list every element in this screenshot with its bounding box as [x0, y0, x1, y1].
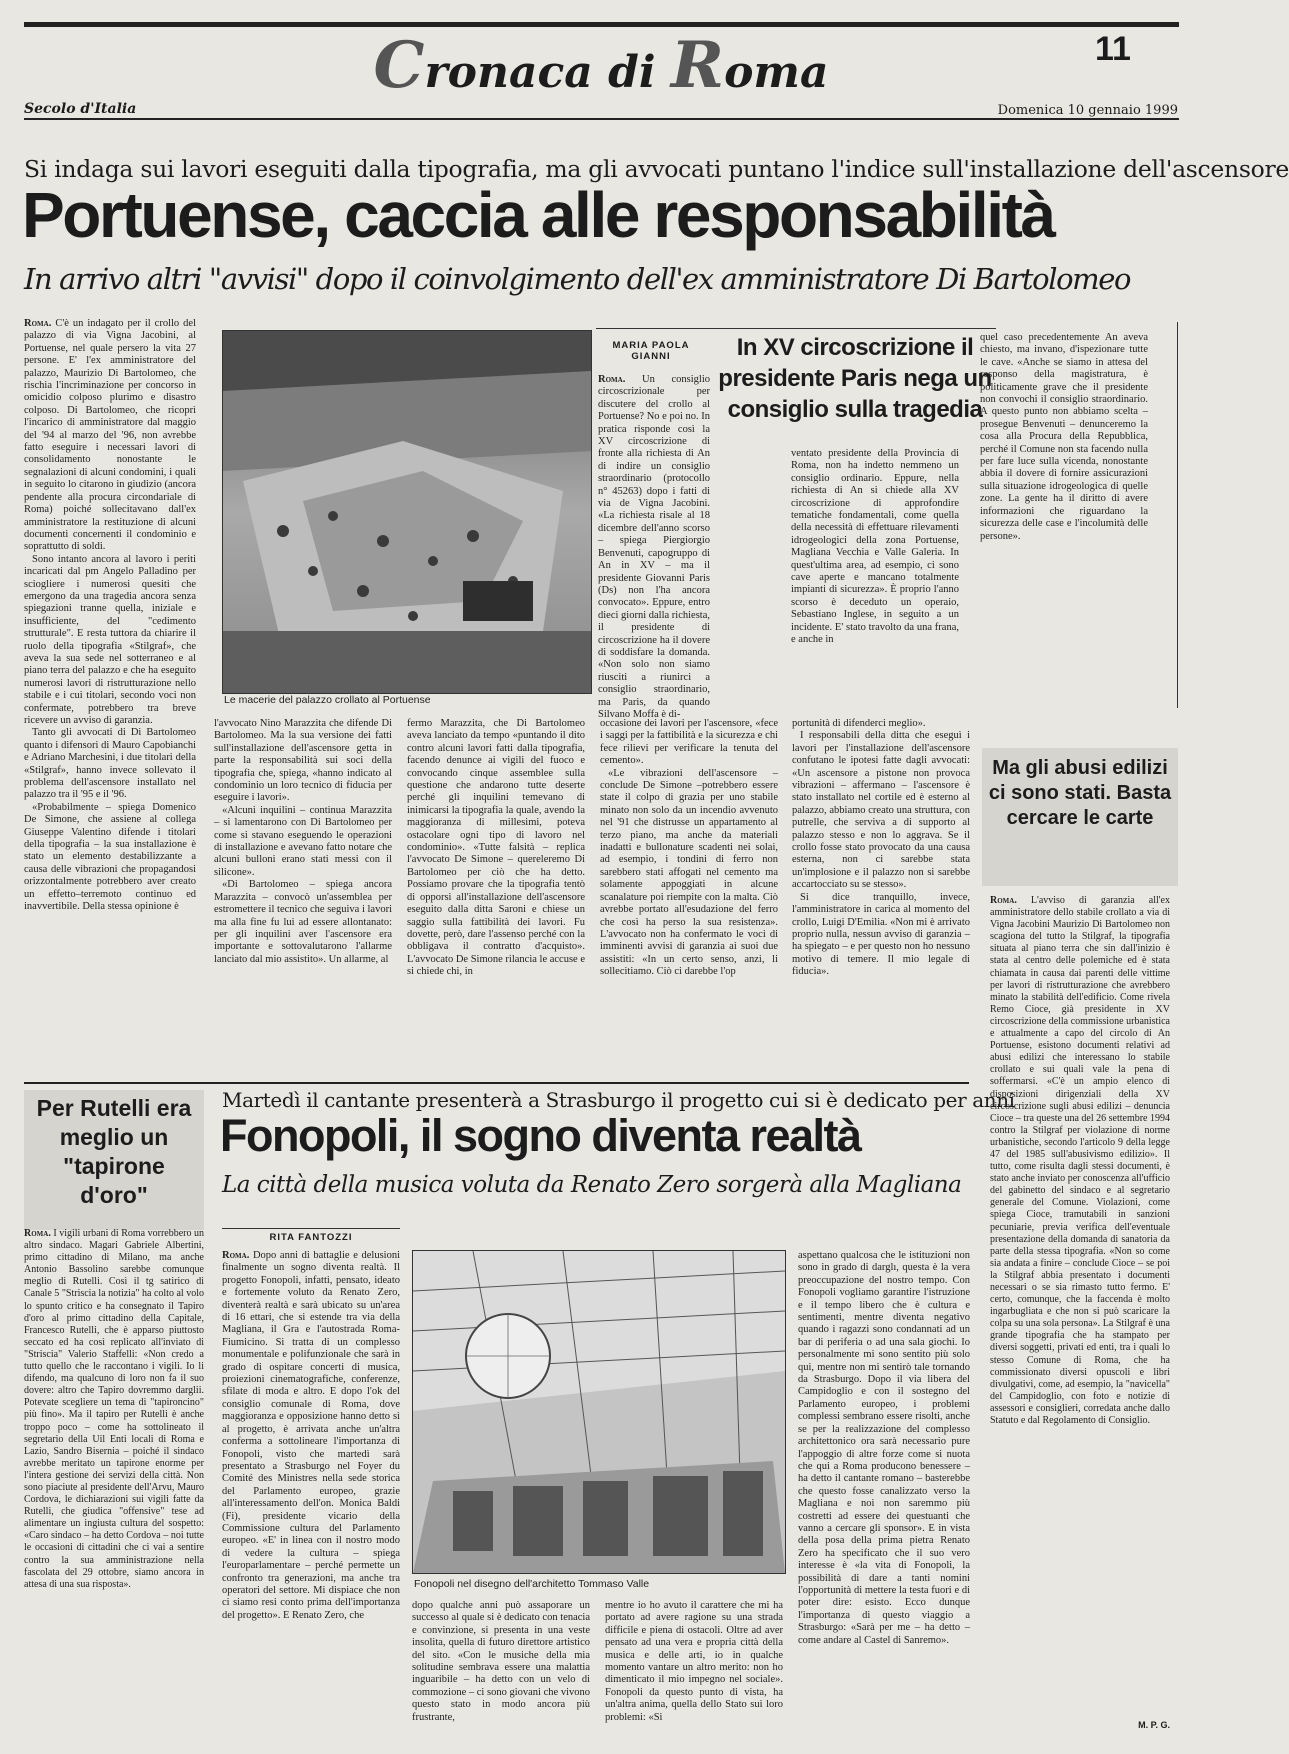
- circ-headline: In XV circoscrizione il presidente Paris nega un consiglio sulla tragedia: [718, 334, 992, 423]
- rutelli-headline: Per Rutelli era meglio un "tapirone d'oro": [36, 1095, 192, 1208]
- circ-byline: MARIA PAOLA GIANNI: [612, 340, 690, 362]
- circ-top-rule: [596, 328, 996, 329]
- rubble-image: [223, 331, 591, 693]
- circ-col-1: Roma. Un consiglio circoscrizionale per discutere del crollo al Portuense? No e poi no. In pratica risponde così la XV circoscrizione di fronte alla richiesta di An di indire un consiglio straordinario (protocollo n° 45263) dopo i fatti di via de Vigna Jacobini. «La richiesta risale al 18 dicembre dell'anno scorso – spiega Piergiorgio Benvenuti, capogruppo di An in XV – ma il presidente Giovanni Paris (Ds) non l'ha ancora convocato». Eppure, entro dieci giorni dalla richiesta, il presidente di circoscrizione ha il dovere di soddisfare la domanda. «Non solo non siamo riusciti a riunirci a consiglio straordinario, ma Paris, da quando Silvano Moffa è di-: [598, 374, 710, 720]
- fonopoli-col-3: mentre io ho avuto il carattere che mi ha portato ad avere ragione su una strada difficile e piena di ostacoli. Oltre ad aver pensato ad una vera e propria città della musica e delle arti, io in qualche momento vantare un altro merito: non ho dimenticato il mio impegno nel sociale». Fonopoli da questo punto di vista, ha un'altra anima, quella dello Stato sui loro problemi: «Si: [605, 1600, 783, 1723]
- page-number: 11: [1095, 30, 1131, 68]
- main-story-col-1: Roma. C'è un indagato per il crollo del palazzo di via Vigna Jacobini, al Portuense, nel quale persero la vita 27 persone. E' l'ex amministratore del palazzo, Maurizio Di Bartolomeo, che rischia l'incriminazione per concorso in omicidio colposo plurimo e disastro colposo. Di Bartolomeo, che ricoprì l'incarico di amministratore dal maggio del '94 al marzo del '96, non avrebbe fatto eseguire i necessari lavori di consolidamento nonostante le segnalazioni di alcuni condomini, i quali in seguito lo citarono in giudizio (ancora pendente alla procura circondariale di Roma) poiché sollecitavano dall'ex amministratore la restituzione di alcuni documenti concernenti il condominio e soprattutto di soldi. Sono intanto ancora al lavoro i periti incaricati dal pm Angelo Palladino per sciogliere i numerosi quesiti che emergono da una tragedia ancora senza spiegazioni tranne quella, iniziale e insufficiente, del "cedimento strutturale". E resta tuttora da chiarire il ruolo della tipografia «Stilgraf», che aveva la sua sede nel sotterraneo e al piano terra del palazzo e che ha eseguito numerosi lavori di ristrutturazione nello stabile e i cui titolari, secondo voci non confermate, potrebbero tra breve ricevere un avviso di garanzia. Tanto gli avvocati di Di Bartolomeo quanto i difensori di Mauro Capobianchi e Adriano Marchesini, i due titolari della «Stilgraf», hanno invece sollevato il problema dell'ascensore installato nel palazzo tra il '95 e il '96. «Probabilmente – spiega Domenico De Simone, che assiene al collega Giuseppe Valentino difende i titolari della tipografia – la sua installazione è stato un elemento destabilizzante a causa delle vibrazioni che propagandosi orizzontalmente potrebbero aver creato un effetto–terremoto continuo ed inavvertibile. Della stessa opinione è: [24, 318, 196, 913]
- circ-col-3: quel caso precedentemente An aveva chiesto, ma invano, d'ispezionare tutte le cave. «Anche se siamo in attesa del responso della magistratura, è politicamente grave che il presidente non convochi il consiglio straordinario. A questo punto non abbiamo scelta – prosegue Benvenuti – denunceremo la cosa alla Procura della Repubblica, perché il Comune non sta facendo nulla per fare luce sulla vicenda, nonostante abbia il dovere di fornire assicurazioni sulla situazione idrogeologica di quelle zone. La gente ha il diritto di avere informazioni che riguardano la sicurezza delle case e l'incolumità delle persone».: [980, 332, 1148, 542]
- issue-date: Domenica 10 gennaio 1999: [997, 103, 1178, 118]
- main-story-col-2: l'avvocato Nino Marazzita che difende Di Bartolomeo. Ma la sua versione dei fatti sull'installazione dell'ascensore getta in parte la responsabilità sui soci della tipografia che, spiega, «hanno indicato al condominio un loro tecnico di fiducia per eseguire i lavori». «Alcuni inquilini – continua Marazzita – si lamentarono con Di Bartolomeo per come si stavano eseguendo le operazioni di installazione e avevano fatto notare che alcuni bulloni erano stati messi con il silicone». «Di Bartolomeo – spiega ancora Marazzita – convocò un'assemblea per estromettere il tecnico che seguiva i lavori ma alla fine fu lui ad essere allontanato: per gli inquilini aver l'ascensore era importante e sottovalutarono l'allarme lanciato dal mio assistito». Un allarme, al: [214, 718, 392, 965]
- collapse-photo: [222, 330, 592, 694]
- top-rule: [24, 22, 1179, 27]
- lower-section-rule: [24, 1082, 969, 1084]
- photo1-caption: Le macerie del palazzo crollato al Portuense: [224, 694, 431, 706]
- abusi-body: Roma. L'avviso di garanzia all'ex amministratore dello stabile crollato a via di Vigna Jacobini Maurizio Di Bartolomeo non scagiona del tutto la Stilgraf, la tipografia situata al piano terra che sin dall'inizio è stata al centro delle polemiche ed è stata chiamata in causa dai parenti delle vittime per lavori di ristrutturazione che avrebbero minato la stabilità dell'edificio. Come rivela Remo Cioce, già presidente in XV circoscrizione della commissione urbanistica e attualmente a capo del circolo di An Portuense, esistono documenti relativi ad abusi edilizi che interessano lo stabile crollato e sui quali vale la pena di soffermarsi. «C'è un ampio elenco di disposizioni dirigenziali della XV circoscrizione sugli abusi edilizi – denuncia Cioce – tra queste una del 26 settembre 1994 contro la Stilgraf per violazione di norme urbanistiche, secondo l'articolo 9 della legge 47 del 1985 sull'abusivismo edilizio». Il tutto, come risulta dagli stessi documenti, è stato anche inviato per conoscenza all'ufficio del gabinetto del sindaco e al segretario generale del Comune. Violazioni, come spiega Cioce, tramutabili in sanzioni pecuniarie, previa verifica dell'eventuale presentazione della domanda di sanatoria da parte della stessa tipografia. «Non so come sia andata a finire – conclude Cioce – se poi la Stilgraf abbia presentato i documenti necessari o se sia rimasto tutto fermo. E' certo, comunque, che la faccenda è molto ingarbugliata e che non si può scaricare la colpa su una sola persona». La Stilgraf è una grande tipografia che ha stampato per diversi soggetti, privati ed enti, tra i quali lo stesso Comune di Roma, che ha commissionato diversi opuscoli e libri divulgativi, come, ad esempio, la "navicella" del Campidoglio, con foto e notizie di assessori e consiglieri, corredata anche dallo Statuto e dal Regolamento di Consiglio.: [990, 895, 1170, 1427]
- fonopoli-col-2: dopo qualche anni può assaporare un successo al quale si è dedicato con tenacia e convinzione, si presenta in una veste insolita, quella di futuro direttore artistico del sito. «Con le musiche della mia solitudine sembrava essere una malattia inguaribile – ha detto con un velo di commozione – ci sono giovani che vivono questo stato in modo ancora più frustrante,: [412, 1600, 590, 1723]
- fonopoli-col-1: Roma. Dopo anni di battaglie e delusioni finalmente un sogno diventa realtà. Il progetto Fonopoli, infatti, pensato, ideato e fortemente voluto da Renato Zero, diventerà realtà e sarà ubicato su un'area di 16 ettari, che si estende tra via della Magliana, il Gra e l'autostrada Roma-Fiumicino. Si tratta di un complesso monumentale e polifunzionale che sarà in grado di ospitare concerti di musica, proiezioni cinematografiche, conferenze, sfilate di moda e altro. E dopo l'ok del consiglio comunale di Roma, dove maggioranza e opposizione hanno detto sì al progetto, è arrivata anche un'altra conferma a sottolineare l'importanza di Fonopoli, visto che martedì sarà presentato a Strasburgo nel Foyer du Comité des Ministres nella sede storica del Parlamento europeo, grazie all'interessamento dell'on. Monica Baldi (Fi), presidente vicario della Commissione cultura del Parlamento europeo. «E' in linea con il nostro modo di vedere la cultura – spiega l'europarlamentare – perché permette un confronto tra generazioni, ma anche tra operatori del settore. Mi dispiace che non ci siamo resi conto prima dell'importanza del progetto». E Renato Zero, che: [222, 1250, 401, 1621]
- fonopoli-col-4: aspettano qualcosa che le istituzioni non sono in grado di darglı, questa è la vera preoccupazione del nostro tempo. Con Fonopoli vogliamo garantire l'istruzione e il tempo libero che è cultura e sentimenti, mentre diventa negativo quando i ragazzi sono condannati ad un bar di periferia o ad una sala giochi. Io personalmente mi sono sentito più solo qui, mentre non mi sentirò tale tornando da Strasburgo. Dopo il via libera del Campidoglio e con il sostegno del Parlamento europeo, i problemi complessi sembrano essere risolti, anche se per la realizzazione del complesso architettonico ora sarà necessario pure l'appoggio di altre forze come si nuota che qui a Roma producono benessere – ha detto il cantante romano – basterebbe che questo fosse canalizzato verso la Magliana e noi non saremmo più costretti ad essere dei questuanti che vanno a cercare gli sponsor». E in vista della posa della prima pietra Renato Zero ha specificato che il suo vero interesse è «la vita di Fonopoli, la possibilità di dare a tanti nomini l'opportunità di mettere la testa fuori e di poter dire: esisto. Ecco dunque l'importanza di questo viaggio a Strasburgo: «Sarà per me – ha detto –come andare al Castel di Sanremo».: [798, 1250, 970, 1646]
- fonopoli-byline-rule: [222, 1228, 400, 1229]
- fonopoli-byline: RITA FANTOZZI: [269, 1232, 353, 1243]
- circ-col-2: ventato presidente della Provincia di Roma, non ha indetto nemmeno un consiglio ordinario. Eppure, nella richiesta di An si chiede alla XV circoscrizione di approfondire tematiche fondamentali, come quella della necessità di effettuare rilevamenti idrogeologici della zona Portuense, Magliana Vecchia e Valle Galeria. In quest'ultima area, ad esempio, ci sono cave aperte e mancano totalmente impianti di sicurezza». È proprio l'anno scorso è deceduto un operaio, Sebastiano Inglese, in seguito a un incidente. E' stato travolto da una frana, e anche in: [791, 448, 959, 646]
- fonopoli-headline: Fonopoli, il sogno diventa realtà: [220, 1110, 861, 1161]
- section-title: Cronaca di Roma: [373, 28, 829, 103]
- circ-right-rule: [1177, 322, 1178, 708]
- main-story-col-3: fermo Marazzita, che Di Bartolomeo aveva lanciato da tempo «puntando il dito contro alcuni lavori fatti dalla tipografia, facendo denunce ai vigili del fuoco e convocando cinque assemblee sulla questione che andarono tutte deserte perché gli inquilini temevano di inimicarsi la tipografia la quale, avendo la maggioranza di millesimi, poteva ostacolare ogni tipo di lavoro nel condominio». «Tutte falsità – replica l'avvocato De Simone – quereleremo Di Bartolomeo per ciò che ha detto. Possiamo provare che la tipografia tentò di opporsi all'installazione dell'ascensore eseguito dalla ditta Saroni e chiese un saggio sulla fattibilità dei lavori. Fu dovette, però, dare l'assenso perché con la obbligava il contratto d'acquisto». L'avvocato De Simone rilancia le accuse e si chiede chi, in: [407, 718, 585, 978]
- architecture-sketch: [413, 1251, 785, 1573]
- main-story-col-4: occasione dei lavori per l'ascensore, «fece i saggi per la fattibilità e la sicurezza e chi fece rilievi per verificare la tenuta del cemento». «Le vibrazioni dell'ascensore – conclude De Simone –potrebbero essere state il colpo di grazia per uno stabile minato non solo da un incendio avvenuto nel '91 che distrusse un appartamento al terzo piano, ma anche da materiali inadatti e bullonature scadenti nei solai, ad esempio, i tondini di ferro non sarebbero stati affogati nel cemento ma solamente appoggiati in alcune scanalature poi riempite con la malta. Ciò avrebbe portato all'esudazione del ferro che così ha perso la sua resistenza». L'avvocato non ha confermato le voci di imminenti avvisi di garanzia ai suoi due assistiti: «In un certo senso, anzi, li sollecitiamo. Ciò ci darebbe l'op: [600, 718, 778, 978]
- fonopoli-subhead: La città della musica voluta da Renato Zero sorgerà alla Magliana: [222, 1172, 962, 1198]
- main-kicker: Si indaga sui lavori eseguiti dalla tipografia, ma gli avvocati puntano l'indice sull'installazione dell'ascensore: [24, 155, 1289, 183]
- main-headline: Portuense, caccia alle responsabilità: [22, 179, 1054, 251]
- abusi-signature: M. P. G.: [1138, 1720, 1170, 1730]
- paper-name: Secolo d'Italia: [24, 101, 137, 117]
- abusi-headline: Ma gli abusi edilizi ci sono stati. Basta cercare le carte: [988, 757, 1172, 829]
- photo2-caption: Fonopoli nel disegno dell'architetto Tommaso Valle: [414, 1578, 650, 1590]
- main-story-col-5: portunità di difenderci meglio». I responsabili della ditta che eseguì i lavori per l'installazione dell'ascensore confutano le ipotesi fatte dagli avvocati: «Un ascensore a pistone non provoca vibrazioni – affermano – l'ascensore è stato installato nel cortile ed è esterno al palazzo, abbiamo creato una struttura, con putrelle, che serviva a di supporto al palazzo stesso e non lo aggrava. Se il crollo fosse stato provocato da una causa esterna, non ci sarebbe stata un'implosione e il palazzo non si sarebbe accartocciato su se stesso». Si dice tranquillo, invece, l'amministratore in carica al momento del crollo, Luigi D'Emilia. «Non mi è arrivato proprio nulla, nessun avviso di garanzia – ha spiegato – e per questo non ho nessuno motivo di temere. Il mio legale di fiducia».: [792, 718, 970, 978]
- fonopoli-kicker: Martedì il cantante presenterà a Strasburgo il progetto cui si è dedicato per anni: [222, 1088, 1015, 1112]
- masthead-rule: [24, 118, 1179, 120]
- main-subhead: In arrivo altri "avvisi" dopo il coinvolgimento dell'ex amministratore Di Bartolomeo: [24, 262, 1131, 296]
- rutelli-body: Roma. I vigili urbani di Roma vorrebbero un altro sindaco. Magari Gabriele Albertini, primo cittadino di Milano, ma anche Antonio Bassolino sarebbe comunque meglio di Rutelli. Così il tg satirico di Canale 5 "Striscia la notizia" ha colto al volo lo spunto critico e ha consegnato il Tapiro d'oro al primo cittadino della Capitale, Francesco Rutelli, che è apparso piuttosto seccato ed ha così replicato all'inviato di "Striscia" Valerio Staffelli: «Non credo a tutto quello che le raccontano i vigili. Io li difendo, ma qualcuno di loro non fa il suo dovere: altro che Tapiro dovremmo darglii. Potevate scegliere un tema di "tapironcino" più fino». Ma il tapiro per Rutelli è anche troppo poco – come ha sottolineato il segretario della Uil Enti locali di Roma e Lazio, Sandro Bisernia – poiché il sindaco avrebbe meritato un tapirone enorme per l'intera gestione dei servizi della città. Non sono piaciute al presidente dell'Arvu, Mauro Cordova, le dichiarazioni sui vigili fatte da Rutelli, che giudica "offensive" tese ad alimentare un ingiusta cultura del sospetto: «Caro sindaco – ha detto Cordova – noi tutte le occasioni di cittadini che ci vai a sentire contro la sua amministrazione nella fascolata del 29 ottobre, siamo ancora in attesa di una sua risposta».: [24, 1228, 205, 1590]
- fonopoli-drawing: [412, 1250, 786, 1574]
